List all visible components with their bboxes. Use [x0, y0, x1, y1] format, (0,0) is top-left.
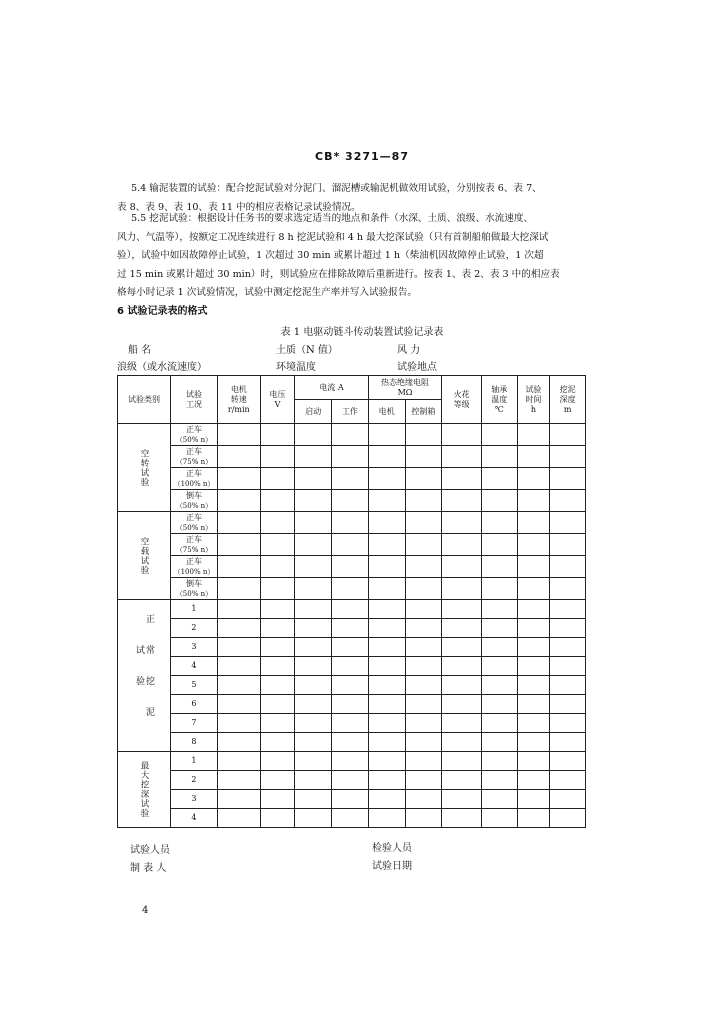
footer-inspector: 检验人员 [372, 843, 412, 854]
col-dredge-depth: 挖泥 深度 m [550, 376, 586, 424]
footer-tabulator: 制 表 人 [130, 863, 167, 874]
group-normal: 正常挖泥试验 [118, 600, 171, 752]
condition-cell: 正车 （50% n） [171, 424, 218, 446]
row-number: 1 [171, 600, 218, 619]
table-row [118, 657, 586, 676]
row-number: 2 [171, 619, 218, 638]
meta-env-temp: 环境温度 [276, 362, 316, 373]
table-row [118, 490, 586, 512]
table-row [118, 446, 586, 468]
table-row [118, 638, 586, 657]
table-row [118, 733, 586, 752]
col-ins-cabinet: 控制箱 [405, 400, 442, 424]
para-line: 5.5 挖泥试验：根据设计任务书的要求选定适当的地点和条件（水深、土质、浪级、水流速度、 [131, 213, 534, 224]
group-empty-bucket: 空载试验 [118, 512, 171, 600]
meta-site: 试验地点 [397, 362, 437, 373]
table-row [118, 809, 586, 828]
col-current-work: 工作 [332, 400, 369, 424]
condition-cell: 正车 （75% n） [171, 446, 218, 468]
row-number: 1 [171, 752, 218, 771]
table-row [118, 676, 586, 695]
col-category: 试验类别 [118, 376, 171, 424]
col-insulation: 热态绝缘电阻 MΩ [368, 376, 441, 400]
footer-test-date: 试验日期 [372, 861, 412, 872]
footer-tester: 试验人员 [130, 845, 170, 856]
table-row [118, 512, 586, 534]
col-test-time: 试验 时间 h [517, 376, 550, 424]
col-condition: 试验 工况 [171, 376, 218, 424]
condition-cell: 正车 （100% n） [171, 556, 218, 578]
group-idle: 空转试验 [118, 424, 171, 512]
col-motor-speed: 电机 转速 r/min [217, 376, 260, 424]
table-row [118, 790, 586, 809]
table-row [118, 600, 586, 619]
table-row [118, 695, 586, 714]
row-number: 2 [171, 771, 218, 790]
para-line: 表 8、表 9、表 10、表 11 中的相应表格记录试验情况。 [117, 201, 361, 213]
meta-ship-name: 船 名 [128, 345, 152, 356]
para-line: 风力、气温等），按额定工况连续进行 8 h 挖泥试验和 4 h 最大挖深试验（只有首制船舶做最大挖深试 [117, 231, 549, 243]
condition-cell: 正车 （50% n） [171, 512, 218, 534]
col-ins-motor: 电机 [368, 400, 405, 424]
paragraph-5-5 [117, 210, 587, 303]
page-number: 4 [142, 905, 149, 916]
meta-wind: 风 力 [397, 345, 421, 356]
condition-cell: 正车 （75% n） [171, 534, 218, 556]
group-max-depth: 最大挖深试验 [118, 752, 171, 828]
table-row [118, 468, 586, 490]
table-row [118, 556, 586, 578]
para-line: 5.4 输泥装置的试验：配合挖泥试验对分泥门、溜泥槽或输泥机做效用试验，分别按表 6、表 7、 [131, 183, 542, 194]
table-row [118, 424, 586, 446]
row-number: 4 [171, 657, 218, 676]
section-title: 6 试验记录表的格式 [117, 306, 208, 317]
col-bearing-temp: 轴承 温度 ℃ [481, 376, 517, 424]
table-row [118, 619, 586, 638]
row-number: 3 [171, 790, 218, 809]
col-current: 电流 A [295, 376, 368, 400]
meta-wave: 浪级（或水流速度） [117, 362, 207, 373]
row-number: 8 [171, 733, 218, 752]
para-line: 格每小时记录 1 次试验情况，试验中测定挖泥生产率并写入试验报告。 [117, 287, 418, 298]
condition-cell: 倒车 （50% n） [171, 578, 218, 600]
row-number: 5 [171, 676, 218, 695]
test-record-table [117, 375, 586, 828]
table-row [118, 534, 586, 556]
table-row [118, 714, 586, 733]
row-number: 3 [171, 638, 218, 657]
row-number: 6 [171, 695, 218, 714]
col-voltage: 电压 V [260, 376, 295, 424]
condition-cell: 倒车 （50% n） [171, 490, 218, 512]
para-line: 验），试验中如因故障停止试验，1 次超过 30 min 或累计超过 1 h（柴油机因故障停止试验，1 次超 [117, 250, 544, 261]
condition-cell: 正车 （100% n） [171, 468, 218, 490]
table-caption: 表 1 电驱动链斗传动装置试验记录表 [280, 327, 444, 338]
table-row [118, 771, 586, 790]
table-row [118, 578, 586, 600]
document-header: CB* 3271—87 [315, 150, 409, 163]
col-spark: 火花 等级 [442, 376, 482, 424]
col-current-start: 启动 [295, 400, 332, 424]
row-number: 4 [171, 809, 218, 828]
para-line: 过 15 min 或累计超过 30 min）时，则试验应在排除故障后重新进行。按表 1、表 2、表 3 中的相应表 [117, 268, 560, 280]
meta-soil: 土质（N 值） [276, 345, 338, 356]
header-row-1 [118, 376, 586, 400]
row-number: 7 [171, 714, 218, 733]
table-row [118, 752, 586, 771]
